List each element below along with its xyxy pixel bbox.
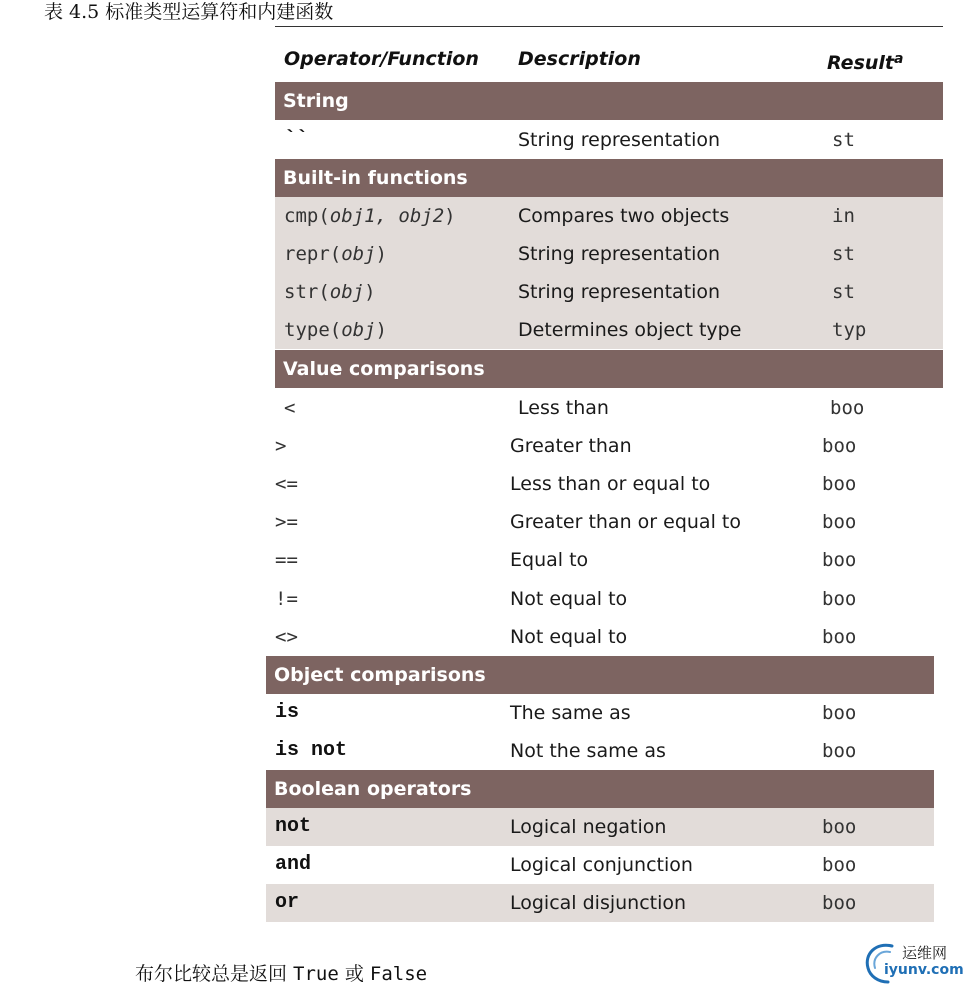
result-cell: boo	[822, 740, 857, 762]
result-cell: boo	[822, 626, 857, 648]
table-row	[275, 197, 943, 235]
result-cell: boo	[822, 549, 857, 571]
description-cell: Equal to	[510, 549, 589, 571]
watermark-cn: 运维网	[902, 944, 948, 962]
operator-cell: ``	[284, 128, 309, 151]
table-row	[275, 235, 943, 273]
result-cell: typ	[832, 319, 867, 341]
description-cell: Determines object type	[518, 319, 742, 341]
result-cell: boo	[822, 816, 857, 838]
section-title: Object comparisons	[274, 664, 486, 686]
description-cell: Logical negation	[510, 816, 667, 838]
result-cell: boo	[822, 435, 857, 457]
result-cell: boo	[822, 473, 857, 495]
description-cell: Not the same as	[510, 740, 666, 762]
table-row	[275, 273, 943, 311]
function-cell: cmp(obj1, obj2)	[284, 205, 456, 227]
operator-cell: >=	[275, 511, 298, 533]
table-row	[266, 884, 934, 922]
section-title: Boolean operators	[274, 778, 472, 800]
table-top-rule	[275, 26, 943, 27]
table-row	[266, 732, 934, 770]
function-cell: str(obj)	[284, 281, 376, 303]
table-row	[275, 389, 943, 427]
operator-cell: <	[284, 397, 296, 419]
result-cell: st	[832, 281, 855, 303]
header-result: Result$^a$	[827, 51, 904, 74]
description-cell: Less than or equal to	[510, 473, 711, 495]
table-row	[266, 503, 934, 541]
table-row	[275, 121, 943, 159]
table-row	[275, 311, 943, 349]
result-cell: st	[832, 129, 855, 151]
description-cell: String representation	[518, 281, 721, 303]
description-cell: String representation	[518, 129, 721, 151]
section-string	[275, 82, 943, 120]
site-watermark-logo	[862, 940, 962, 986]
section-title: String	[283, 90, 349, 112]
section-boolean-operators	[266, 770, 934, 808]
table-row	[266, 694, 934, 732]
operator-cell: <>	[275, 626, 298, 648]
section-builtin-functions	[275, 159, 943, 197]
description-cell: Greater than or equal to	[510, 511, 741, 533]
operator-cell: <=	[275, 473, 298, 495]
table-row	[266, 541, 934, 579]
header-operator-function: Operator/Function	[284, 48, 479, 70]
table-row	[266, 580, 934, 618]
function-cell: repr(obj)	[284, 243, 387, 265]
result-cell: in	[832, 205, 855, 227]
watermark-en: iyunv.com	[884, 962, 964, 978]
operator-cell: is not	[275, 739, 348, 762]
result-cell: boo	[822, 702, 857, 724]
description-cell: Less than	[518, 397, 609, 419]
section-title: Value comparisons	[283, 358, 485, 380]
function-cell: type(obj)	[284, 319, 387, 341]
table-row	[266, 465, 934, 503]
footer-note: 布尔比较总是返回 True 或 False	[135, 963, 428, 985]
result-cell: boo	[822, 588, 857, 610]
table-row	[266, 427, 934, 465]
result-cell: boo	[830, 397, 865, 419]
description-cell: The same as	[510, 702, 631, 724]
result-cell: boo	[822, 511, 857, 533]
result-cell: boo	[822, 854, 857, 876]
result-cell: boo	[822, 892, 857, 914]
operator-cell: or	[275, 891, 300, 914]
operator-cell: and	[275, 853, 312, 876]
description-cell: Logical conjunction	[510, 854, 693, 876]
table-row	[266, 618, 934, 656]
operator-cell: !=	[275, 588, 298, 610]
table-caption: 表 4.5 标准类型运算符和内建函数	[44, 1, 334, 23]
description-cell: Compares two objects	[518, 205, 730, 227]
description-cell: Not equal to	[510, 588, 628, 610]
description-cell: Greater than	[510, 435, 632, 457]
section-title: Built-in functions	[283, 167, 468, 189]
description-cell: String representation	[518, 243, 721, 265]
table-header-row	[275, 40, 943, 78]
operator-cell: not	[275, 815, 312, 838]
section-value-comparisons	[275, 350, 943, 388]
table-row	[266, 846, 934, 884]
header-description: Description	[518, 48, 641, 70]
result-cell: st	[832, 243, 855, 265]
description-cell: Not equal to	[510, 626, 628, 648]
description-cell: Logical disjunction	[510, 892, 687, 914]
table-row	[266, 808, 934, 846]
header-result-footnote: a	[894, 51, 904, 67]
operator-cell: is	[275, 701, 300, 724]
operator-cell: ==	[275, 549, 298, 571]
operator-cell: >	[275, 435, 287, 457]
section-object-comparisons	[266, 656, 934, 694]
